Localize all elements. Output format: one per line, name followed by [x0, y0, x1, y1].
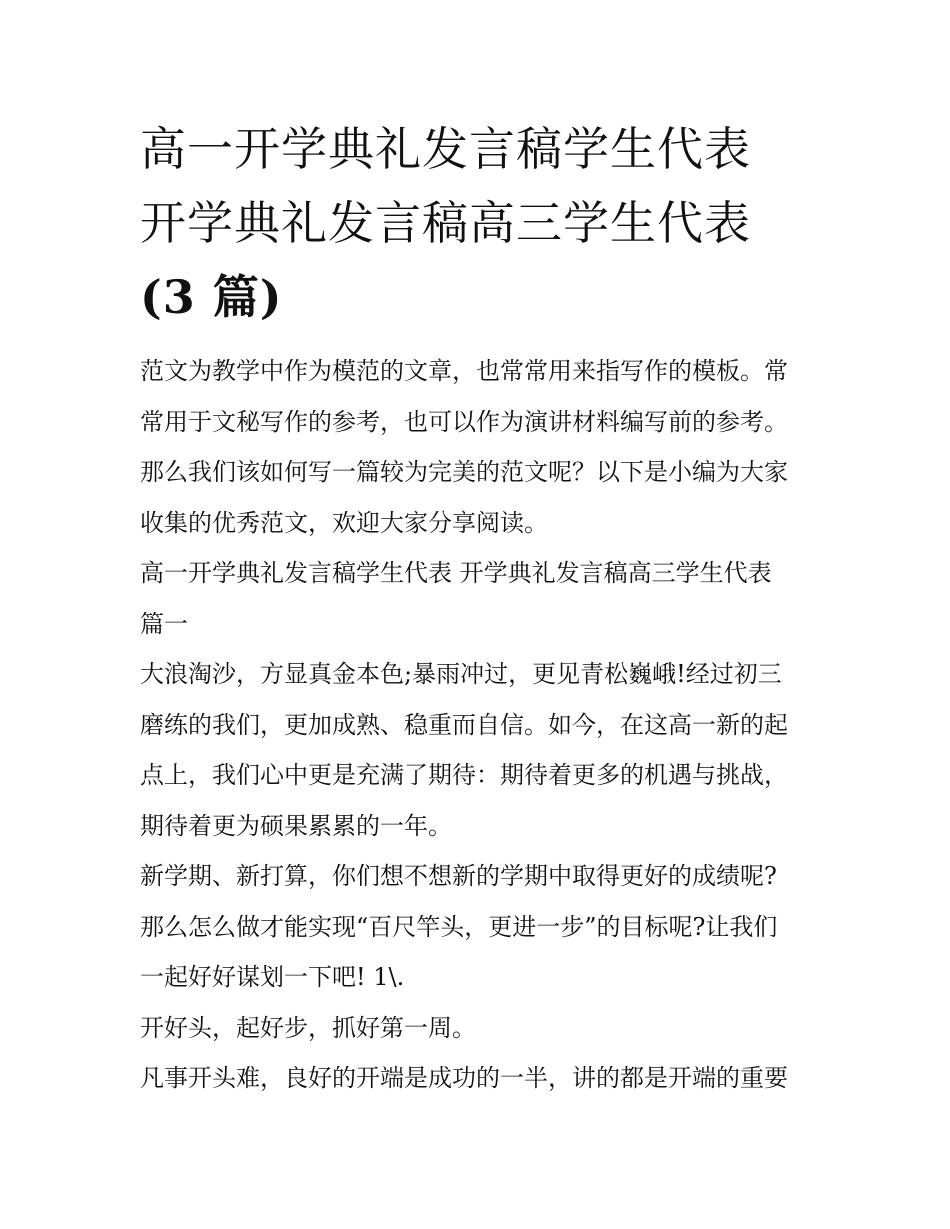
- text-line: 凡事开头难，良好的开端是成功的一半，讲的都是开端的重要: [140, 1064, 788, 1092]
- text-line: 那么怎么做才能实现“百尺竿头，更进一步”的目标呢?让我们: [140, 912, 778, 941]
- document-body: [140, 346, 820, 1104]
- text-line: 开好头，起好步，抓好第一周。: [140, 1013, 476, 1042]
- text-line: 新学期、新打算，你们想不想新的学期中取得更好的成绩呢?: [140, 862, 777, 890]
- text-line: 收集的优秀范文，欢迎大家分享阅读。: [140, 508, 548, 537]
- text-line: 大浪淘沙，方显真金本色;暴雨冲过，更见青松巍峨!经过初三: [140, 660, 782, 688]
- body-paragraph: [140, 1003, 820, 1054]
- text-line: 范文为教学中作为模范的文章，也常常用来指写作的模板。常: [140, 357, 788, 385]
- document-title: [140, 112, 820, 334]
- body-paragraph: [140, 851, 820, 1003]
- text-line: 篇一: [140, 609, 188, 638]
- text-line: 磨练的我们，更加成熟、稳重而自信。如今，在这高一新的起: [140, 710, 788, 739]
- text-line: 点上，我们心中更是充满了期待：期待着更多的机遇与挑战，: [140, 761, 788, 789]
- text-line: 那么我们该如何写一篇较为完美的范文呢？以下是小编为大家: [140, 458, 788, 486]
- text-line: 期待着更为硕果累累的一年。: [140, 811, 452, 840]
- title-line: 高一开学典礼发言稿学生代表: [140, 122, 751, 176]
- text-line: 高一开学典礼发言稿学生代表 开学典礼发言稿高三学生代表: [140, 559, 772, 587]
- title-line: 开学典礼发言稿高三学生代表: [140, 196, 751, 250]
- body-paragraph: [140, 649, 820, 851]
- intro-paragraph: [140, 346, 820, 548]
- body-paragraph: [140, 1053, 820, 1104]
- text-line: 一起好好谋划一下吧! 1\.: [140, 963, 405, 991]
- title-count: (3 篇): [140, 270, 283, 324]
- section-heading: [140, 548, 820, 649]
- document-page: [140, 112, 820, 1104]
- text-line: 常用于文秘写作的参考，也可以作为演讲材料编写前的参考。: [140, 407, 788, 436]
